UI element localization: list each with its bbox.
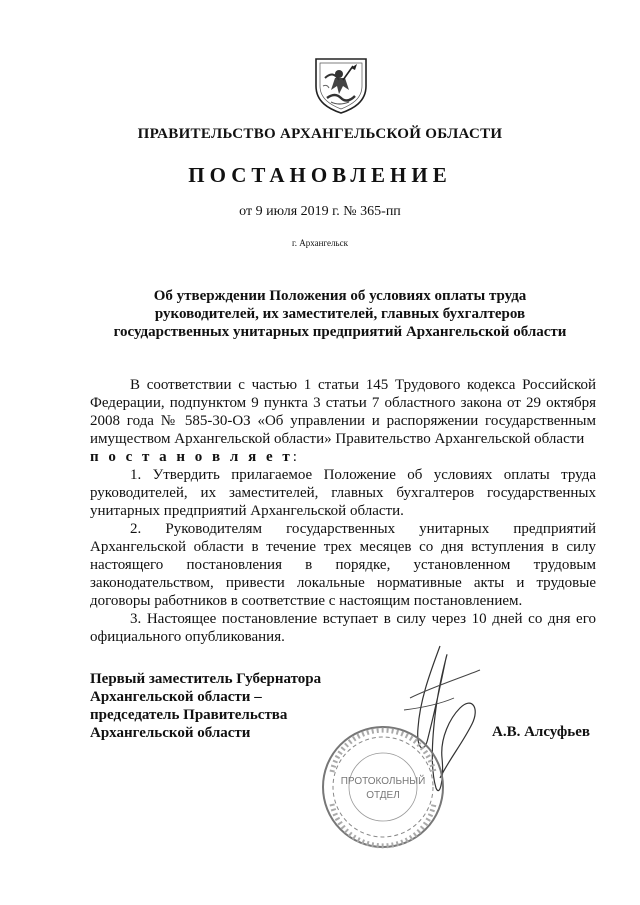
title-line: руководителей, их заместителей, главных бухгалтеров — [154, 306, 526, 322]
document-date-number: от 9 июля 2019 г. № 365-пп — [239, 204, 401, 219]
government-name: ПРАВИТЕЛЬСТВО АРХАНГЕЛЬСКОЙ ОБЛАСТИ — [137, 126, 503, 142]
signer-position-line: Первый заместитель Губернатора — [90, 671, 322, 687]
item-2-paragraph: 2. Руководителям государственных унитарных предприятий Архангельской области в течение трех месяцев со дня вступления в силу настоящего постановления в порядке, установленном трудовым законодательством, привести локальные нормативные акты и трудовые договоры работников в соответствие с настоящим постановлением. — [90, 521, 596, 609]
svg-text:ПРОТОКОЛЬНЫЙ: ПРОТОКОЛЬНЫЙ — [340, 776, 426, 787]
coat-of-arms-icon — [313, 56, 369, 114]
official-stamp — [318, 722, 448, 852]
item-1-paragraph: 1. Утвердить прилагаемое Положение об условиях оплаты труда руководителей, их заместителей, главных бухгалтеров государственных унитарных предприятий Архангельской области. — [90, 467, 596, 519]
svg-text:ОТДЕЛ: ОТДЕЛ — [366, 790, 400, 801]
signer-position-line: Архангельской области — [90, 725, 251, 741]
resolves-colon: : — [292, 449, 297, 465]
title-line: государственных унитарных предприятий Архангельской области — [113, 324, 567, 340]
item-3-paragraph: 3. Настоящее постановление вступает в силу через 10 дней со дня его официального опубликования. — [90, 611, 596, 645]
signer-position-line: Архангельской области – — [90, 689, 262, 705]
signer-position — [90, 670, 321, 742]
title-line: Об утверждении Положения об условиях оплаты труда — [153, 288, 527, 304]
document-city: г. Архангельск — [292, 238, 348, 248]
document-title — [80, 287, 600, 341]
signer-position-line: председатель Правительства — [90, 707, 288, 723]
intro-paragraph: В соответствии с частью 1 статьи 145 Трудового кодекса Российской Федерации, подпунктом 9 пункта 3 статьи 7 областного закона от 29 октября 2008 года № 585-30-ОЗ «Об управлении и распоряжении государственным имуществом Архангельской области» Правительство Архангельской области — [90, 377, 596, 447]
resolves-word: п о с т а н о в л я е т — [90, 449, 293, 465]
document-type: ПОСТАНОВЛЕНИЕ — [188, 163, 452, 187]
document-body — [90, 376, 596, 646]
resolves-line — [90, 448, 596, 466]
signer-name: А.В. Алсуфьев — [492, 724, 590, 740]
